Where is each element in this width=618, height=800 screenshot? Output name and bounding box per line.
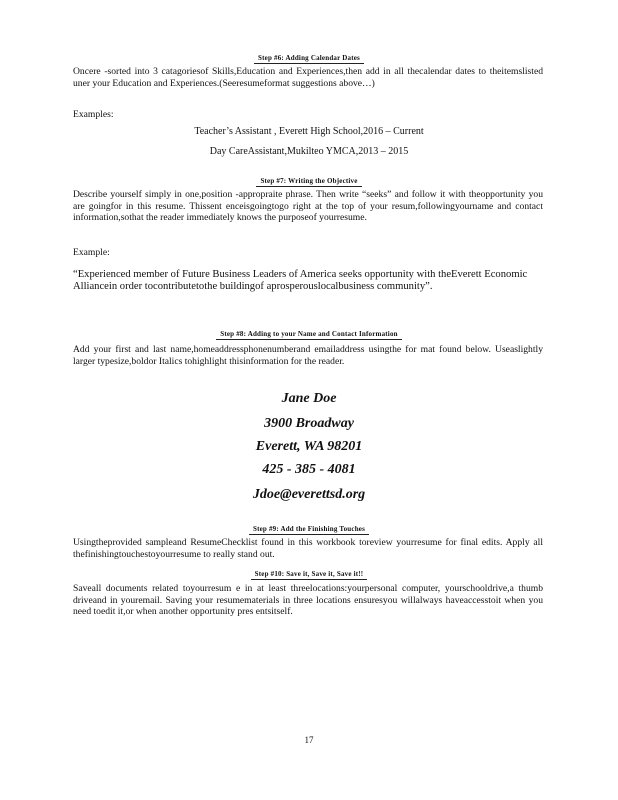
contact-email: Jdoe@everettsd.org bbox=[252, 487, 366, 502]
contact-city: Everett, WA 98201 bbox=[255, 439, 363, 454]
step9-body: Usingtheprovided sampleand ResumeChecklist found in this workbook toreview yourresume for final edits. Apply all thefinishingtouchestoyourresume to really stand out. bbox=[73, 537, 543, 560]
contact-phone: 425 - 385 - 4081 bbox=[262, 462, 356, 477]
example-line-1: Teacher’s Assistant , Everett High School,2016 – Current bbox=[194, 126, 424, 137]
step7-heading: Step #7: Writing the Objective bbox=[0, 177, 618, 187]
page-number: 17 bbox=[304, 735, 314, 745]
step8-body: Add your first and last name,homeaddressphonenumberand emailaddress usingthe for mat found below. Useaslightly larger typesize,boldor Italics tohighlight thisinformation for the reader. bbox=[73, 344, 543, 367]
example-line-2: Day CareAssistant,Mukilteo YMCA,2013 – 2015 bbox=[209, 146, 409, 157]
step9-heading: Step #9: Add the Finishing Touches bbox=[0, 525, 618, 535]
step6-examples-label: Examples: bbox=[73, 109, 114, 120]
step6-body: Oncere -sorted into 3 catagoriesof Skills,Education and Experiences,then add in all thecalendar dates to theitemslisted uner your Education and Experiences.(Seeresumeformat suggestions above…) bbox=[73, 66, 543, 89]
step7-example-label: Example: bbox=[73, 247, 110, 258]
step7-body: Describe yourself simply in one,position -appropraite phrase. Then write “seeks” and follow it with theopportunity you are goingfor in this resume. Thissent enceisgoingtogo right at the top of your resum,followingyourname and contact information,sothat the reader immediately knows the purposeof yourresume. bbox=[73, 189, 543, 223]
contact-street: 3900 Broadway bbox=[264, 416, 354, 431]
step10-body: Saveall documents related toyourresum e in at least threelocations:yourpersonal computer, yourschooldrive,a thumb driveand in youremail. Saving your resumematerials in three locations ensuresyou willalways haveaccesstoit when you need toedit it,or when another opportunity pres entsitself. bbox=[73, 583, 543, 617]
objective-quote: “Experienced member of Future Business Leaders of America seeks opportunity with theEverett Economic Alliancein order tocontributetothe buildingof aprosperouslocalbusiness community”. bbox=[73, 269, 528, 292]
step6-heading: Step #6: Adding Calendar Dates bbox=[0, 54, 618, 64]
step10-heading: Step #10: Save it, Save it, Save it!! bbox=[0, 570, 618, 580]
contact-name: Jane Doe bbox=[281, 391, 337, 406]
step8-heading: Step #8: Adding to your Name and Contact Information bbox=[0, 330, 618, 340]
